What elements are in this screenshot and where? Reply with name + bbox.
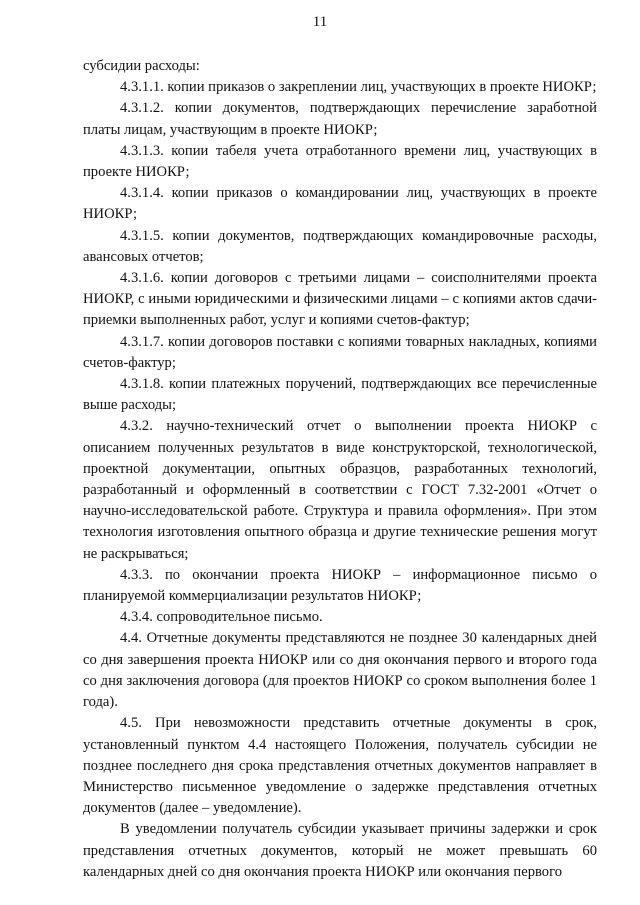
paragraph-4-3-1-8: 4.3.1.8. копии платежных поручений, подтверждающих все перечисленные выше расходы; — [83, 376, 597, 414]
paragraph-4-3-1-5: 4.3.1.5. копии документов, подтверждающих командировочные расходы, авансовых отчетов; — [83, 227, 597, 265]
paragraph-4-3-1-6: 4.3.1.6. копии договоров с третьими лицами – соисполнителями проекта НИОКР, с иными юридическими и физическими лицами – с копиями актов сдачи-приемки выполненных работ, услуг и копиями счетов-фактур; — [83, 270, 597, 329]
paragraph-continuation: субсидии расходы: — [83, 58, 200, 74]
paragraph-4-3-1-7: 4.3.1.7. копии договоров поставки с копиями товарных накладных, копиями счетов-фактур; — [83, 333, 597, 371]
paragraph-4-3-2: 4.3.2. научно-технический отчет о выполнении проекта НИОКР с описанием полученных результатов в виде конструкторской, технологической, проектной документации, опытных образцов, разработанных технологий, разработанный и оформленный в соответствии с ГОСТ 7.32-2001 «Отчет о научно-исследовательской работе. Структура и правила оформления». При этом технология изготовления опытного образца и другие технические решения могут не раскрываться; — [83, 418, 597, 562]
page-number: 11 — [312, 14, 328, 30]
document-body — [83, 56, 597, 883]
paragraph-4-5: 4.5. При невозможности представить отчетные документы в срок, установленный пунктом 4.4 настоящего Положения, получатель субсидии не позднее последнего дня срока представления отчетных документов направляет в Министерство письменное уведомление о задержке представления отчетных документов (далее – уведомление). — [83, 715, 597, 817]
paragraph-4-3-1-4: 4.3.1.4. копии приказов о командировании лиц, участвующих в проекте НИОКР; — [83, 185, 597, 223]
paragraph-4-3-1-3: 4.3.1.3. копии табеля учета отработанного времени лиц, участвующих в проекте НИОКР; — [83, 142, 597, 181]
paragraph-4-3-1-1: 4.3.1.1. копии приказов о закреплении лиц, участвующих в проекте НИОКР; — [120, 79, 597, 96]
paragraph-notification: В уведомлении получатель субсидии указывает причины задержки и срок представления отчетных документов, который не может превышать 60 календарных дней со дня окончания проекта НИОКР или окончания первого — [83, 821, 597, 880]
paragraph-4-3-4: 4.3.4. сопроводительное письмо. — [120, 609, 323, 626]
paragraph-4-3-1-2: 4.3.1.2. копии документов, подтверждающих перечисление заработной платы лицам, участвующим в проекте НИОКР; — [83, 100, 597, 138]
paragraph-4-3-3: 4.3.3. по окончании проекта НИОКР – информационное письмо о планируемой коммерциализации результатов НИОКР; — [83, 566, 597, 605]
paragraph-4-4: 4.4. Отчетные документы представляются не позднее 30 календарных дней со дня завершения проекта НИОКР или со дня окончания первого и второго года со дня заключения договора (для проектов НИОКР со сроком выполнения более 1 года). — [83, 630, 597, 711]
